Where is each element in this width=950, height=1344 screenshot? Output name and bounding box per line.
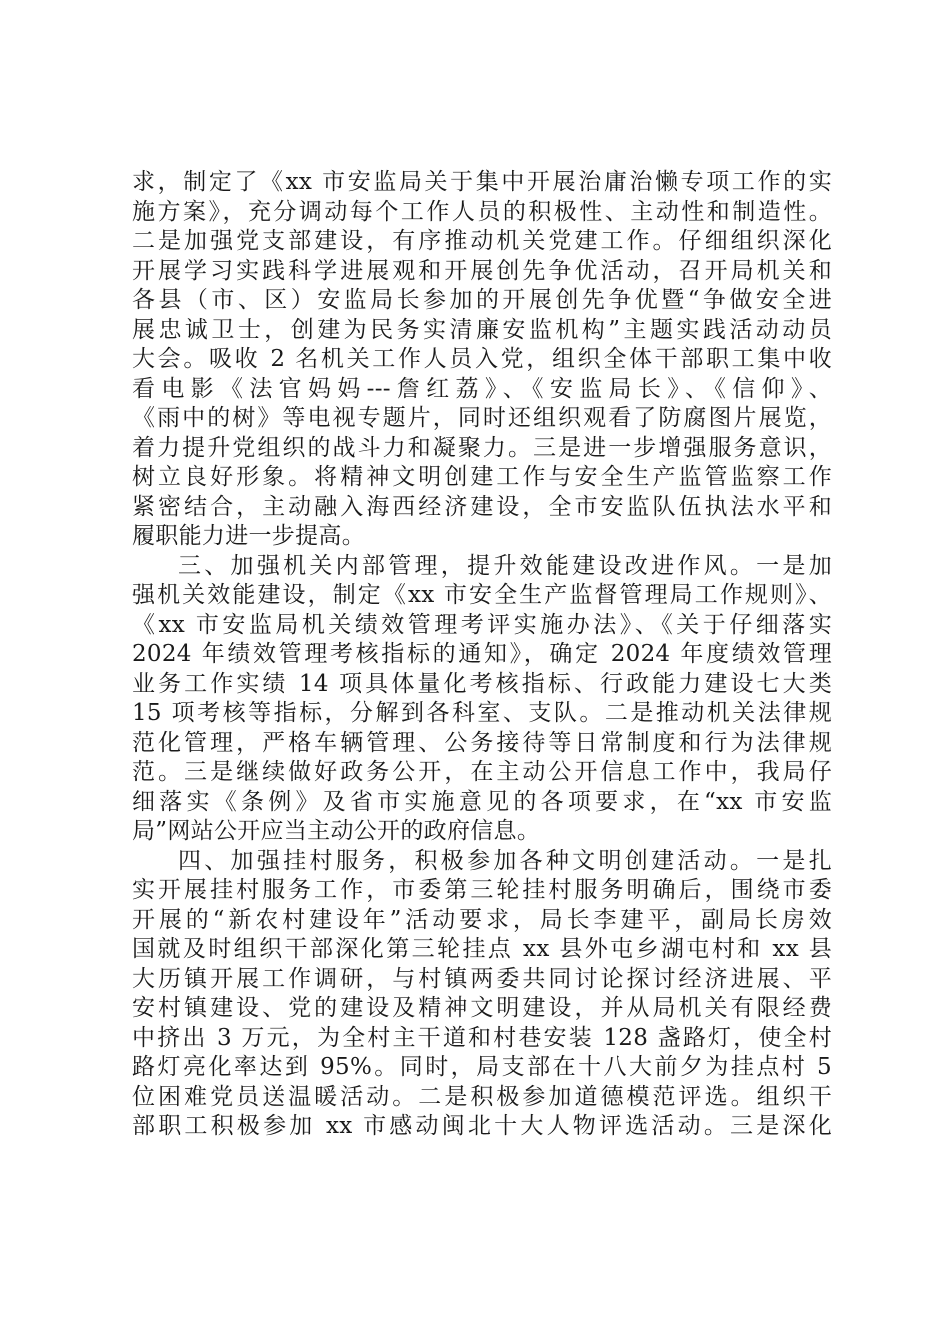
text-line: 业务工作实绩 14 项具体量化考核指标、行政能力建设七大类 bbox=[132, 670, 832, 697]
text-line: 二是加强党支部建设，有序推动机关党建工作。仔细组织深化 bbox=[132, 228, 832, 254]
text-line: 实开展挂村服务工作，市委第三轮挂村服务明确后，围绕市委 bbox=[132, 877, 832, 903]
text-line: 履职能力进一步提高。 bbox=[132, 523, 365, 549]
text-line: 15 项考核等指标，分解到各科室、支队。二是推动机关法律规 bbox=[132, 700, 832, 726]
text-line: 2024 年绩效管理考核指标的通知》，确定 2024 年度绩效管理 bbox=[132, 641, 832, 667]
text-line: 位困难党员送温暖活动。二是积极参加道德模范评选。组织干 bbox=[132, 1083, 832, 1110]
text-line: 树立良好形象。将精神文明创建工作与安全生产监管监察工作 bbox=[132, 464, 832, 490]
text-line: 《雨中的树》等电视专题片，同时还组织观看了防腐图片展览， bbox=[132, 405, 832, 431]
text-line: 范化管理，严格车辆管理、公务接待等日常制度和行为法律规 bbox=[132, 729, 832, 756]
text-line: 开展学习实践科学进展观和开展创先争优活动，召开局机关和 bbox=[132, 257, 832, 284]
paragraph-start-line: 四、加强挂村服务，积极参加各种文明创建活动。一是扎 bbox=[178, 847, 832, 874]
text-line: 看电影《法官妈妈---詹红荔》、《安监局长》、《信仰》、 bbox=[132, 375, 832, 402]
text-line: 紧密结合，主动融入海西经济建设，全市安监队伍执法水平和 bbox=[132, 493, 832, 520]
text-line: 中挤出 3 万元，为全村主干道和村巷安装 128 盏路灯，使全村 bbox=[132, 1024, 832, 1051]
text-line: 《xx 市安监局机关绩效管理考评实施办法》、《关于仔细落实 bbox=[132, 611, 832, 638]
text-line: 强机关效能建设，制定《xx 市安全生产监督管理局工作规则》、 bbox=[132, 582, 832, 608]
text-line: 安村镇建设、党的建设及精神文明建设，并从局机关有限经费 bbox=[132, 995, 832, 1021]
text-line: 大会。吸收 2 名机关工作人员入党，组织全体干部职工集中收 bbox=[132, 346, 832, 372]
text-line: 局”网站公开应当主动公开的政府信息。 bbox=[132, 818, 541, 844]
text-line: 细落实《条例》及省市实施意见的各项要求，在“xx 市安监 bbox=[132, 788, 832, 815]
body-text bbox=[132, 168, 832, 1142]
text-line: 国就及时组织干部深化第三轮挂点 xx 县外屯乡湖屯村和 xx 县 bbox=[132, 936, 832, 962]
paragraph-start-line: 三、加强机关内部管理，提升效能建设改进作风。一是加 bbox=[178, 552, 832, 579]
text-line: 求，制定了《xx 市安监局关于集中开展治庸治懒专项工作的实 bbox=[132, 169, 832, 195]
text-line: 范。三是继续做好政务公开，在主动公开信息工作中，我局仔 bbox=[132, 759, 832, 785]
text-line: 大历镇开展工作调研，与村镇两委共同讨论探讨经济进展、平 bbox=[132, 965, 832, 992]
text-line: 路灯亮化率达到 95%。同时，局支部在十八大前夕为挂点村 5 bbox=[132, 1054, 832, 1080]
text-line: 展忠诚卫士，创建为民务实清廉安监机构”主题实践活动动员 bbox=[132, 316, 832, 343]
text-line: 各县（市、区）安监局长参加的开展创先争优暨“争做安全进 bbox=[132, 287, 832, 313]
text-line: 部职工积极参加 xx 市感动闽北十大人物评选活动。三是深化 bbox=[132, 1113, 832, 1139]
text-line: 着力提升党组织的战斗力和凝聚力。三是进一步增强服务意识， bbox=[132, 434, 832, 461]
text-line: 施方案》，充分调动每个工作人员的积极性、主动性和制造性。 bbox=[132, 198, 832, 225]
text-line: 开展的“新农村建设年”活动要求，局长李建平，副局长房效 bbox=[132, 906, 832, 933]
